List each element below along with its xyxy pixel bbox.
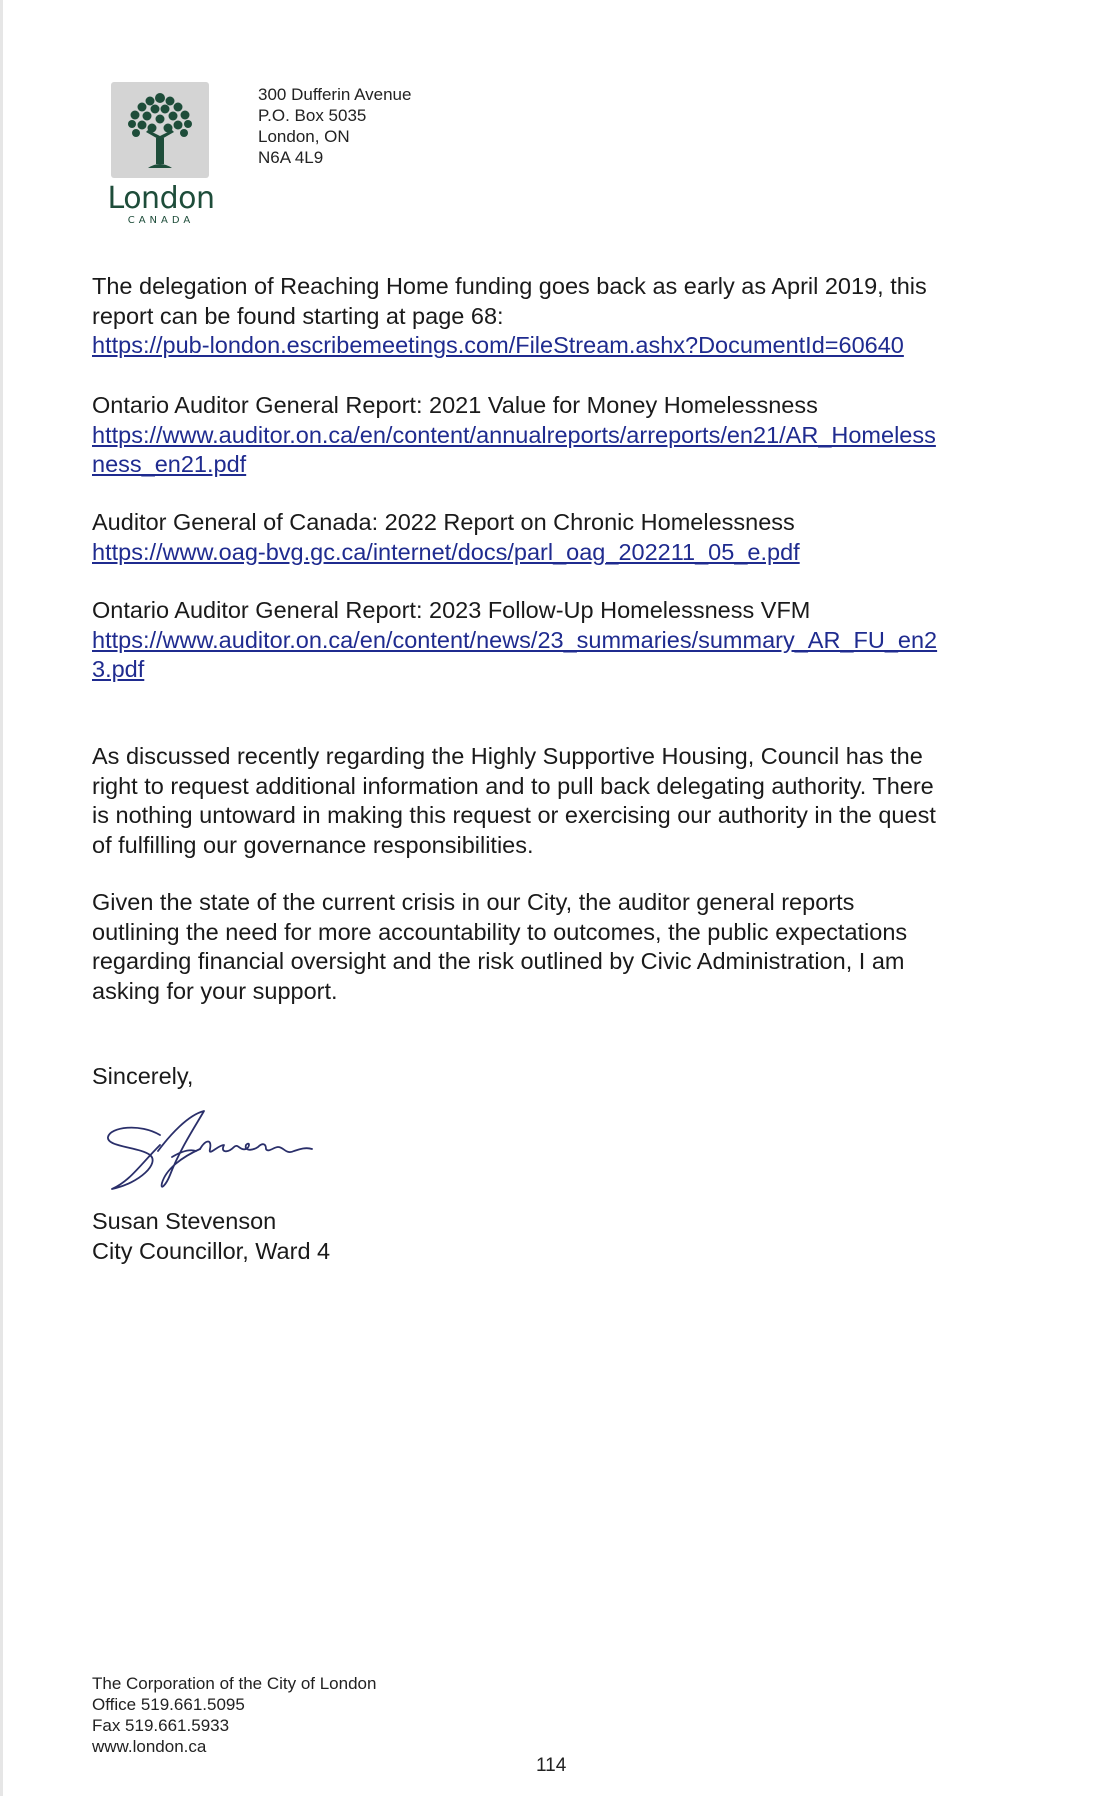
footer-contact xyxy=(92,1673,376,1757)
logo-wordmark: London xyxy=(107,181,215,216)
footer-org: The Corporation of the City of London xyxy=(92,1674,377,1693)
text-line: report can be found starting at page 68: xyxy=(92,302,504,329)
text-line: regarding financial oversight and the risk outlined by Civic Administration, I am xyxy=(92,948,905,974)
reference-title: Auditor General of Canada: 2022 Report on Chronic Homelessness xyxy=(92,509,795,535)
page-number: 114 xyxy=(536,1755,567,1776)
text-line: asking for your support. xyxy=(92,977,338,1004)
address-block xyxy=(258,84,411,168)
paragraph-authority xyxy=(92,742,1022,860)
reference-title: Ontario Auditor General Report: 2023 Follow-Up Homelessness VFM xyxy=(92,597,811,623)
text-line: right to request additional information and to pull back delegating authority. There xyxy=(92,772,934,799)
auditor-2023-link-cont[interactable]: 3.pdf xyxy=(92,656,145,682)
text-line: Given the state of the current crisis in our City, the auditor general reports xyxy=(92,889,855,915)
auditor-2023-link[interactable]: https://www.auditor.on.ca/en/content/news/23_summaries/summary_AR_FU_en2 xyxy=(92,626,938,653)
reference-2022 xyxy=(92,508,1022,567)
text-line: The delegation of Reaching Home funding goes back as early as April 2019, this xyxy=(92,273,927,299)
tree-icon xyxy=(120,88,200,174)
closing: Sincerely, xyxy=(92,1063,194,1089)
footer-office: Office 519.661.5095 xyxy=(92,1695,245,1714)
intro-paragraph xyxy=(92,272,1022,361)
logo-country: CANADA xyxy=(127,215,195,226)
footer-website-link[interactable]: www.london.ca xyxy=(92,1737,207,1756)
city-logo xyxy=(103,82,219,228)
text-line: of fulfilling our governance responsibilities. xyxy=(92,831,534,858)
address-line: London, ON xyxy=(258,127,350,146)
footer-fax: Fax 519.661.5933 xyxy=(92,1716,230,1735)
text-line: As discussed recently regarding the Highly Supportive Housing, Council has the xyxy=(92,743,923,769)
reference-2023 xyxy=(92,596,1022,685)
text-line: outlining the need for more accountability to outcomes, the public expectations xyxy=(92,918,908,945)
text-line: is nothing untoward in making this request or exercising our authority in the quest xyxy=(92,802,936,828)
address-line: P.O. Box 5035 xyxy=(258,106,367,125)
address-line: 300 Dufferin Avenue xyxy=(258,85,412,104)
signer-title: City Councillor, Ward 4 xyxy=(92,1237,331,1264)
auditor-2021-link[interactable]: https://www.auditor.on.ca/en/content/annualreports/arreports/en21/AR_Homeless xyxy=(92,421,936,448)
oag-2022-link[interactable]: https://www.oag-bvg.gc.ca/internet/docs/parl_oag_202211_05_e.pdf xyxy=(92,538,800,565)
signer-name: Susan Stevenson xyxy=(92,1208,277,1234)
reference-title: Ontario Auditor General Report: 2021 Value for Money Homelessness xyxy=(92,392,818,418)
paragraph-support xyxy=(92,888,1022,1006)
reference-2021 xyxy=(92,391,1022,480)
page-edge xyxy=(0,0,3,1796)
escribe-link[interactable]: https://pub-london.escribemeetings.com/FileStream.ashx?DocumentId=60640 xyxy=(92,332,904,358)
auditor-2021-link-cont[interactable]: ness_en21.pdf xyxy=(92,451,247,477)
signature-image xyxy=(100,1105,320,1200)
address-line: N6A 4L9 xyxy=(258,148,324,167)
logo-box xyxy=(111,82,209,178)
signer-block xyxy=(92,1207,1022,1266)
